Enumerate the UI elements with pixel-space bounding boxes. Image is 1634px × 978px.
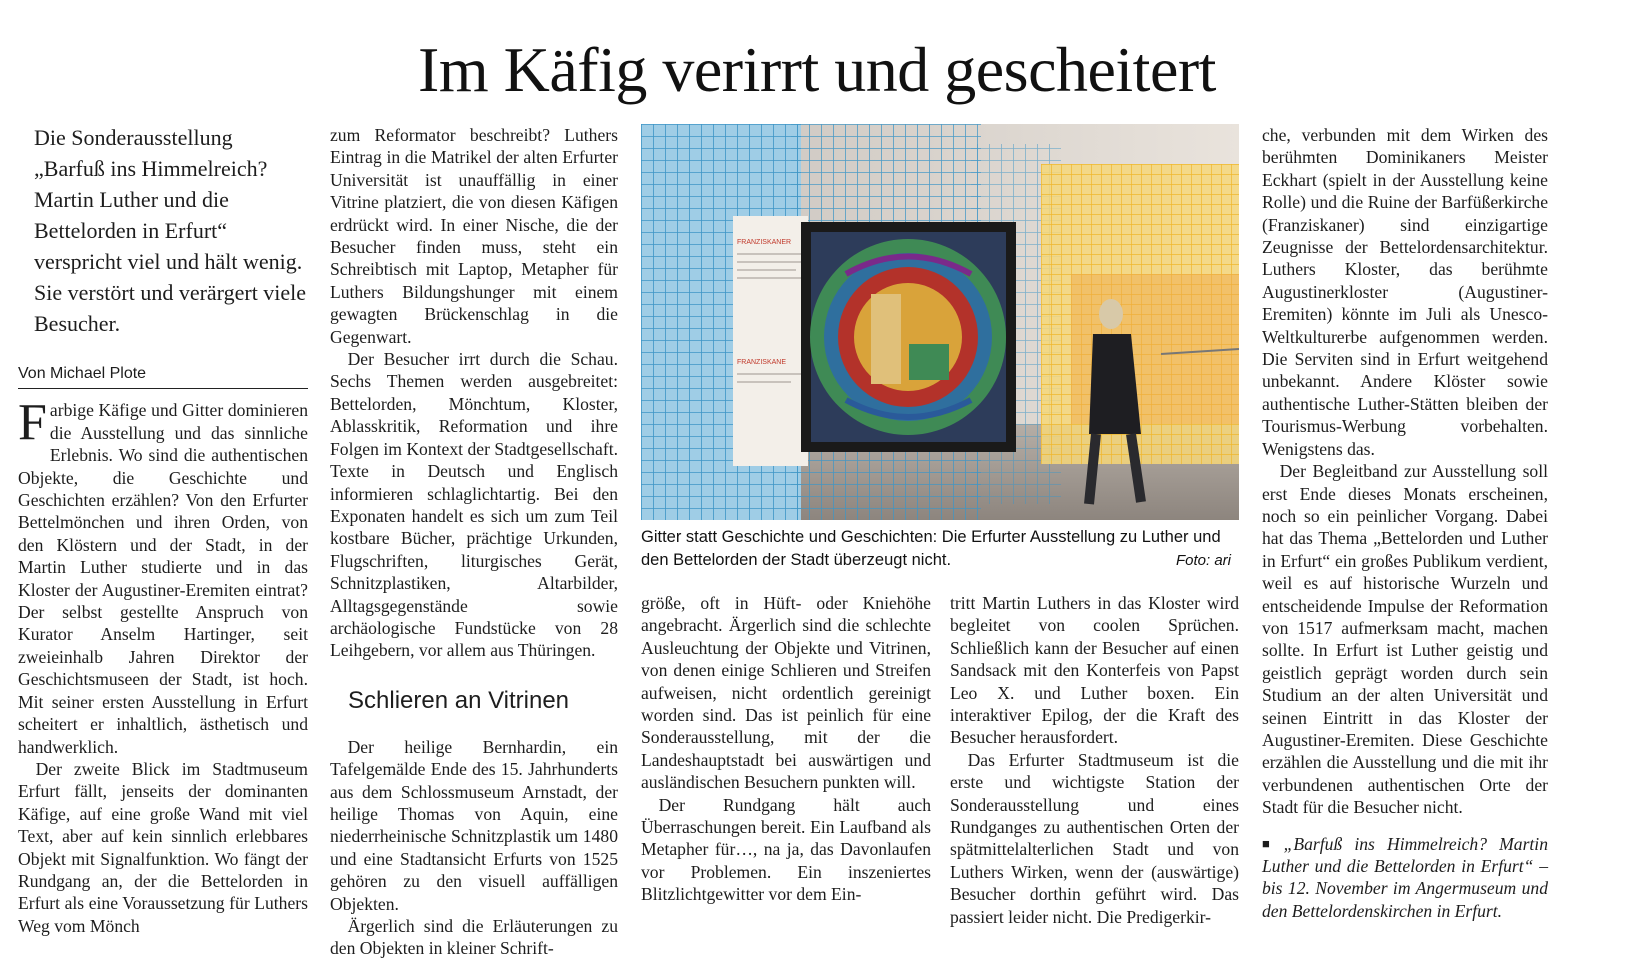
article-lead: Die Sonderausstellung „Barfuß ins Himmelreich? Martin Luther und die Bettelorden in Erfurt“ verspricht viel und hält wenig. Sie verstört und verärgert viele Besucher. (34, 125, 307, 336)
bullet-square-icon: ■ (1262, 835, 1278, 851)
exhibition-photo (641, 124, 1239, 520)
paragraph: Der heilige Bernhardin, ein Tafelgemälde Ende des 15. Jahrhunderts aus dem Schlossmuseum Arnstadt, der heilige Thomas von Aquin, eine niederrheinische Schnitzplastik um 1480 und eine Stadtansicht Erfurts von 1525 gehören zu den visuell auffälligen Objekten. (330, 736, 618, 914)
paragraph: che, verbunden mit dem Wirken des berühmten Dominikaners Meister Eckhart (spielt in der Ausstellung keine Rolle) und die Ruine der Barfüßerkirche (Franziskaner) sind einzigartige Zeugnisse der Bettelordensarchitektur. Luthers Kloster, das berühmte Augustinerkloster (Augustiner-Eremiten) könnte im Juli als Unesco-Weltkulturerbe aufgenommen werden. Die Serviten sind in Erfurt weitgehend unbekannt. Andere Klöster sowie authentische Luther-Stätten bleiben der Tourismus-Werbung vorbehalten. Wenigstens das. (1262, 125, 1548, 459)
drop-cap: F (18, 394, 47, 452)
caption-text: Gitter statt Geschichte und Geschichten: Die Erfurter Ausstellung zu Luther und den Bettelorden der Stadt überzeugt nicht. (641, 528, 1221, 569)
article-column-1 (18, 122, 308, 937)
photo-credit: Foto: ari (1175, 552, 1231, 569)
paragraph: Der Besucher irrt durch die Schau. Sechs Themen werden ausgebreitet: Bettelorden, Mönchtum, Kloster, Ablasskritik, Reformation und ihre Folgen im Kontext der Stadtgesellschaft. Texte in Deutsch und Englisch informieren schlaglichtartig. Bei den Exponaten handelt es sich um zum Teil kostbare Bücher, prächtige Urkunden, Flugschriften, liturgisches Gerät, Schnitzplastiken, Altarbilder, Alltagsgegenstände sowie archäologische Fundstücke von 28 Leihgebern, vor allem aus Thüringen. (330, 349, 618, 661)
paragraph: Farbige Käfige und Gitter dominieren die Ausstellung und das sinnliche Erlebnis. Wo sind die authentischen Objekte, die Geschichte und Geschichten erzählen? Von den Erfurter Bettelmönchen und ihren Orden, von den Klöstern und der Stadt, in der Martin Luther studierte und in das Kloster der Augustiner-Eremiten eintrat? Der selbst gestellte Anspruch von Kurator Anselm Hartinger, seit zweieinhalb Jahren Direktor der Geschichtsmuseen der Stadt, ist hoch. Mit seiner ersten Ausstellung in Erfurt scheitert er inhaltlich, ästhetisch und handwerklich. (18, 394, 308, 757)
article-column-2 (330, 124, 618, 960)
exhibition-photo-image (641, 124, 1239, 520)
article-column-4 (950, 592, 1239, 928)
article-byline: Von Michael Plote (18, 363, 308, 389)
article-headline: Im Käfig verirrt und gescheitert (418, 34, 1216, 105)
article-column-5 (1262, 124, 1548, 922)
paragraph: größe, oft in Hüft- oder Kniehöhe angebracht. Ärgerlich sind die schlechte Ausleuchtung der Objekte und Vitrinen, von denen einige Schlieren und Streifen aufweisen, nicht ordentlich gereinigt worden sind. Das ist peinlich für eine Sonderausstellung, mit der die Landeshauptstadt bei auswärtigen und ausländischen Besuchern punkten will. (641, 593, 931, 793)
exhibition-info-box (1262, 833, 1548, 923)
exhibition-info-text: „Barfuß ins Himmelreich? Martin Luther und die Bettelorden in Erfurt“ – bis 12. November im Angermuseum und den Bettelordenskirchen in Erfurt. (1262, 833, 1548, 921)
section-subhead: Schlieren an Vitrinen (348, 686, 570, 714)
paragraph: tritt Martin Luthers in das Kloster wird begleitet von coolen Sprüchen. Schließlich kann der Besucher auf einen Sandsack mit den Konterfeis von Papst Leo X. und Luther boxen. Ein interaktiver Epilog, der die Kraft des Besucher herausfordert. (950, 593, 1239, 748)
paragraph: zum Reformator beschreibt? Luthers Eintrag in die Matrikel der alten Erfurter Universität ist unauffällig in einer Vitrine platziert, die von diesen Käfigen erdrückt wird. In einer Nische, die der Besucher finden muss, steht ein Schreibtisch mit Laptop, Metapher für Luthers Bildungshunger mit einem gewagten Brückenschlag in die Gegenwart. (330, 125, 618, 347)
panel-label: FRANZISKANER (737, 239, 792, 246)
article-column-3 (641, 592, 931, 906)
paragraph: Ärgerlich sind die Erläuterungen zu den Objekten in kleiner Schrift- (330, 916, 618, 959)
paragraph: Der Begleitband zur Ausstellung soll erst Ende dieses Monats erscheinen, noch so ein peinlicher Vorgang. Dabei hat das Thema „Bettelorden und Luther in Erfurt“ ein großes Publikum verdient, weil es auf historische Wurzeln und entscheidende Impulse der Reformation von 1517 aufmerksam macht, machen sollte. In Erfurt ist Luther geistig und geistlich geprägt worden durch sein Studium an der alten Universität und seinen Eintritt in das Kloster der Augustiner-Eremiten. Diese Geschichte erzählen die Ausstellung und die mit ihr verbundenen authentischen Orte der Stadt für die Besucher nicht. (1262, 461, 1548, 818)
paragraph: Der zweite Blick im Stadtmuseum Erfurt fällt, jenseits der dominanten Käfige, auf eine große Wand mit viel Text, aber auf kein sinnlich erlebbares Objekt mit Signalfunktion. Wo fängt der Rundgang an, der die Bettelorden in Erfurt als eine Voraussetzung für Luthers Weg vom Mönch (18, 758, 308, 936)
paragraph: Der Rundgang hält auch Überraschungen bereit. Ein Laufband als Metapher für…, na ja, das Davonlaufen vor Problemen. Ein inszeniertes Blitzlichtgewitter vor dem Ein- (641, 794, 931, 905)
paragraph: Das Erfurter Stadtmuseum ist die erste und wichtigste Station der Sonderausstellung und eines Rundganges zu authentischen Orten der spätmittelalterlichen Stadt und von Luthers Wirken, wenn der (auswärtige) Besucher dorthin geführt wird. Das passiert leider nicht. Die Predigerkir- (950, 749, 1239, 927)
photo-caption (641, 526, 1239, 572)
panel-label: FRANZISKANE (737, 359, 787, 366)
